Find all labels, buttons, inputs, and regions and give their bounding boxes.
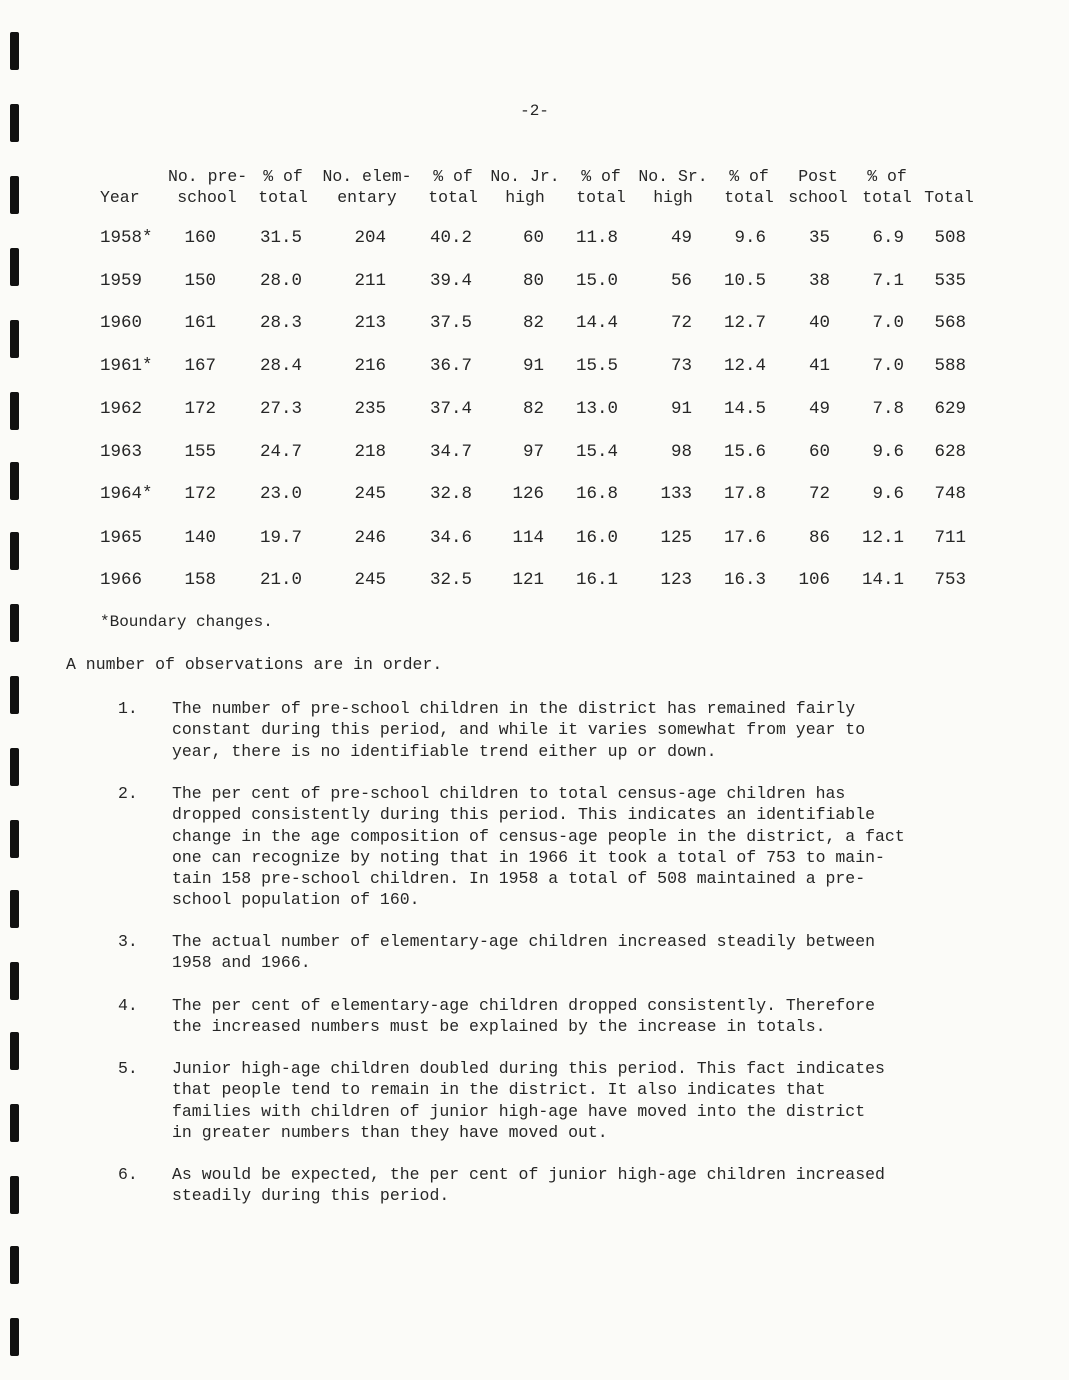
table-row bbox=[0, 228, 1069, 258]
header-pct-preschool: % of total bbox=[258, 167, 308, 207]
cell-pct-sr-high: 15.6 bbox=[723, 442, 766, 462]
item-text: As would be expected, the per cent of junior high-age children increased steadily during this period. bbox=[172, 1165, 885, 1206]
cell-year: 1961* bbox=[100, 356, 153, 376]
cell-pct-post-school: 9.6 bbox=[872, 484, 904, 504]
cell-pct-jr-high: 16.8 bbox=[575, 484, 618, 504]
binding-mark bbox=[10, 1246, 19, 1284]
cell-year: 1964* bbox=[100, 484, 153, 504]
cell-pct-elementary: 32.8 bbox=[429, 484, 472, 504]
item-number: 3. bbox=[118, 932, 138, 951]
cell-post-school: 38 bbox=[808, 271, 830, 291]
cell-post-school: 72 bbox=[808, 484, 830, 504]
cell-elementary: 235 bbox=[354, 399, 386, 419]
cell-pct-post-school: 9.6 bbox=[872, 442, 904, 462]
cell-pct-sr-high: 12.4 bbox=[723, 356, 766, 376]
table-row bbox=[0, 271, 1069, 301]
header-pct-sr-high: % of total bbox=[724, 167, 774, 207]
cell-pct-elementary: 34.6 bbox=[429, 528, 472, 548]
cell-post-school: 86 bbox=[808, 528, 830, 548]
binding-mark bbox=[10, 820, 19, 858]
binding-mark bbox=[10, 1104, 19, 1142]
cell-sr-high: 49 bbox=[670, 228, 692, 248]
cell-pct-sr-high: 17.8 bbox=[723, 484, 766, 504]
cell-total: 568 bbox=[934, 313, 966, 333]
cell-pct-post-school: 7.0 bbox=[872, 313, 904, 333]
item-text: The number of pre-school children in the district has remained fairly constant during this period, and while it varies somewhat from year to year, there is no identifiable trend either up or down. bbox=[172, 699, 866, 761]
page-number: -2- bbox=[520, 102, 549, 120]
cell-pct-post-school: 14.1 bbox=[861, 570, 904, 590]
cell-jr-high: 82 bbox=[522, 399, 544, 419]
cell-pct-preschool: 31.5 bbox=[259, 228, 302, 248]
cell-pct-sr-high: 9.6 bbox=[734, 228, 766, 248]
header-pct-post-school: % of total bbox=[862, 167, 912, 207]
table-row bbox=[0, 528, 1069, 558]
cell-preschool: 172 bbox=[184, 484, 216, 504]
cell-pct-post-school: 12.1 bbox=[861, 528, 904, 548]
cell-pct-elementary: 39.4 bbox=[429, 271, 472, 291]
binding-mark bbox=[10, 1318, 19, 1356]
cell-pct-post-school: 7.8 bbox=[872, 399, 904, 419]
header-pct-elementary: % of total bbox=[428, 167, 478, 207]
table-header bbox=[0, 166, 1069, 210]
observations-intro: A number of observations are in order. bbox=[66, 655, 443, 674]
item-text: The per cent of pre-school children to total census-age children has dropped consistently during this period. This indicates an identifiable change in the age composition of census-age people in the district, a fact one can recognize by noting that in 1966 it took a total of 753 to main- tain 158 pre-school children. In 1958 a total of 508 maintained a pre- school population of 160. bbox=[172, 784, 905, 910]
header-elementary: No. elem- entary bbox=[322, 167, 412, 207]
table-row bbox=[0, 442, 1069, 472]
item-number: 1. bbox=[118, 699, 138, 718]
cell-total: 628 bbox=[934, 442, 966, 462]
header-post-school: Post school bbox=[788, 167, 848, 207]
cell-jr-high: 126 bbox=[512, 484, 544, 504]
header-year: Year bbox=[100, 188, 140, 207]
cell-total: 629 bbox=[934, 399, 966, 419]
cell-preschool: 140 bbox=[184, 528, 216, 548]
cell-pct-preschool: 23.0 bbox=[259, 484, 302, 504]
cell-pct-jr-high: 16.0 bbox=[575, 528, 618, 548]
cell-jr-high: 114 bbox=[512, 528, 544, 548]
binding-mark bbox=[10, 32, 19, 70]
cell-pct-jr-high: 15.4 bbox=[575, 442, 618, 462]
cell-sr-high: 73 bbox=[670, 356, 692, 376]
table-row bbox=[0, 356, 1069, 386]
cell-sr-high: 125 bbox=[660, 528, 692, 548]
cell-pct-sr-high: 14.5 bbox=[723, 399, 766, 419]
cell-sr-high: 91 bbox=[670, 399, 692, 419]
item-number: 2. bbox=[118, 784, 138, 803]
cell-jr-high: 82 bbox=[522, 313, 544, 333]
binding-mark bbox=[10, 1176, 19, 1214]
cell-pct-preschool: 24.7 bbox=[259, 442, 302, 462]
cell-elementary: 246 bbox=[354, 528, 386, 548]
cell-pct-preschool: 28.4 bbox=[259, 356, 302, 376]
cell-total: 508 bbox=[934, 228, 966, 248]
cell-jr-high: 97 bbox=[522, 442, 544, 462]
cell-pct-elementary: 40.2 bbox=[429, 228, 472, 248]
cell-preschool: 158 bbox=[184, 570, 216, 590]
cell-pct-elementary: 32.5 bbox=[429, 570, 472, 590]
table-row bbox=[0, 313, 1069, 343]
header-pct-jr-high: % of total bbox=[576, 167, 626, 207]
cell-pct-jr-high: 14.4 bbox=[575, 313, 618, 333]
cell-sr-high: 123 bbox=[660, 570, 692, 590]
item-text: The actual number of elementary-age children increased steadily between 1958 and 1966. bbox=[172, 932, 876, 973]
cell-pct-elementary: 37.4 bbox=[429, 399, 472, 419]
cell-post-school: 41 bbox=[808, 356, 830, 376]
cell-pct-jr-high: 11.8 bbox=[575, 228, 618, 248]
header-total: Total bbox=[924, 188, 974, 207]
cell-pct-sr-high: 16.3 bbox=[723, 570, 766, 590]
cell-pct-post-school: 7.1 bbox=[872, 271, 904, 291]
cell-preschool: 161 bbox=[184, 313, 216, 333]
cell-pct-post-school: 7.0 bbox=[872, 356, 904, 376]
cell-sr-high: 133 bbox=[660, 484, 692, 504]
binding-mark bbox=[10, 748, 19, 786]
cell-total: 753 bbox=[934, 570, 966, 590]
cell-pct-preschool: 28.0 bbox=[259, 271, 302, 291]
cell-post-school: 106 bbox=[798, 570, 830, 590]
table-row bbox=[0, 570, 1069, 600]
binding-mark bbox=[10, 604, 19, 642]
cell-year: 1958* bbox=[100, 228, 153, 248]
cell-pct-elementary: 36.7 bbox=[429, 356, 472, 376]
cell-year: 1966 bbox=[100, 570, 143, 590]
cell-pct-jr-high: 16.1 bbox=[575, 570, 618, 590]
cell-post-school: 40 bbox=[808, 313, 830, 333]
item-text: The per cent of elementary-age children dropped consistently. Therefore the increased numbers must be explained by the increase in totals. bbox=[172, 996, 876, 1037]
cell-pct-jr-high: 15.5 bbox=[575, 356, 618, 376]
cell-pct-preschool: 19.7 bbox=[259, 528, 302, 548]
cell-pct-elementary: 37.5 bbox=[429, 313, 472, 333]
item-number: 6. bbox=[118, 1165, 138, 1184]
binding-mark bbox=[10, 676, 19, 714]
cell-jr-high: 80 bbox=[522, 271, 544, 291]
cell-total: 588 bbox=[934, 356, 966, 376]
binding-mark bbox=[10, 962, 19, 1000]
binding-mark bbox=[10, 890, 19, 928]
cell-total: 535 bbox=[934, 271, 966, 291]
cell-year: 1965 bbox=[100, 528, 143, 548]
header-sr-high: No. Sr. high bbox=[638, 167, 708, 207]
cell-pct-sr-high: 10.5 bbox=[723, 271, 766, 291]
cell-jr-high: 121 bbox=[512, 570, 544, 590]
cell-total: 711 bbox=[934, 528, 966, 548]
cell-preschool: 155 bbox=[184, 442, 216, 462]
cell-year: 1960 bbox=[100, 313, 143, 333]
cell-preschool: 172 bbox=[184, 399, 216, 419]
header-preschool: No. pre- school bbox=[168, 167, 248, 207]
cell-post-school: 35 bbox=[808, 228, 830, 248]
cell-elementary: 211 bbox=[354, 271, 386, 291]
table-row bbox=[0, 484, 1069, 514]
cell-preschool: 167 bbox=[184, 356, 216, 376]
header-jr-high: No. Jr. high bbox=[490, 167, 560, 207]
cell-year: 1959 bbox=[100, 271, 143, 291]
cell-jr-high: 91 bbox=[522, 356, 544, 376]
cell-pct-elementary: 34.7 bbox=[429, 442, 472, 462]
cell-elementary: 245 bbox=[354, 484, 386, 504]
cell-pct-post-school: 6.9 bbox=[872, 228, 904, 248]
cell-sr-high: 56 bbox=[670, 271, 692, 291]
binding-mark bbox=[10, 1032, 19, 1070]
cell-pct-sr-high: 12.7 bbox=[723, 313, 766, 333]
cell-pct-preschool: 21.0 bbox=[259, 570, 302, 590]
cell-pct-preschool: 28.3 bbox=[259, 313, 302, 333]
cell-total: 748 bbox=[934, 484, 966, 504]
cell-year: 1963 bbox=[100, 442, 143, 462]
cell-year: 1962 bbox=[100, 399, 143, 419]
cell-elementary: 218 bbox=[354, 442, 386, 462]
cell-sr-high: 98 bbox=[670, 442, 692, 462]
cell-pct-preschool: 27.3 bbox=[259, 399, 302, 419]
cell-post-school: 60 bbox=[808, 442, 830, 462]
table-row bbox=[0, 399, 1069, 429]
item-number: 4. bbox=[118, 996, 138, 1015]
item-number: 5. bbox=[118, 1059, 138, 1078]
cell-post-school: 49 bbox=[808, 399, 830, 419]
item-text: Junior high-age children doubled during this period. This fact indicates that people tend to remain in the district. It also indicates that families with children of junior high-age have moved into the district in greater numbers than they have moved out. bbox=[172, 1059, 885, 1142]
cell-preschool: 150 bbox=[184, 271, 216, 291]
cell-preschool: 160 bbox=[184, 228, 216, 248]
cell-elementary: 216 bbox=[354, 356, 386, 376]
cell-elementary: 245 bbox=[354, 570, 386, 590]
cell-jr-high: 60 bbox=[522, 228, 544, 248]
table-footnote: *Boundary changes. bbox=[100, 613, 273, 631]
cell-elementary: 204 bbox=[354, 228, 386, 248]
cell-pct-sr-high: 17.6 bbox=[723, 528, 766, 548]
cell-elementary: 213 bbox=[354, 313, 386, 333]
cell-pct-jr-high: 13.0 bbox=[575, 399, 618, 419]
cell-pct-jr-high: 15.0 bbox=[575, 271, 618, 291]
cell-sr-high: 72 bbox=[670, 313, 692, 333]
